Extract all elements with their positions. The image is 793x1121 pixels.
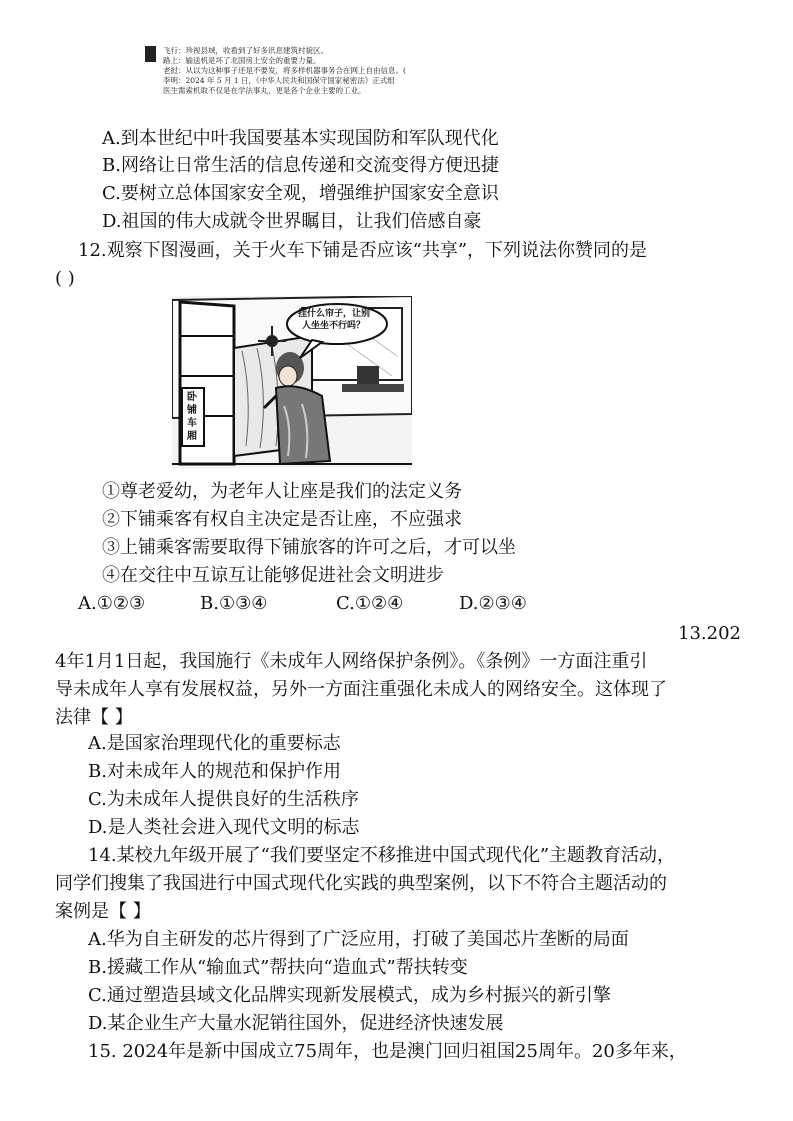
- q13-stem-line: 4年1月1日起，我国施行《未成年人网络保护条例》。《条例》一方面注重引: [55, 651, 648, 672]
- q11-option-d: D.祖国的伟大成就令世界瞩目，让我们倍感自豪: [102, 211, 482, 232]
- note-line: 飞行：珍视县域，收看到了好多讯息建筑村貌区。: [163, 46, 328, 55]
- comic-sign-char: 卧: [187, 392, 197, 403]
- q13-stem-line: 法律【 】: [55, 707, 133, 728]
- comic-speech-line: 人坐坐不行吗？: [302, 321, 366, 331]
- q14-stem-line: 案例是【 】: [55, 901, 151, 922]
- q14-option-c: C.通过塑造县域文化品牌实现新发展模式，成为乡村振兴的新引擎: [88, 985, 611, 1006]
- q14-option-a: A.华为自主研发的芯片得到了广泛应用，打破了美国芯片垄断的局面: [88, 929, 629, 950]
- note-marker-icon: [145, 46, 156, 62]
- note-line: 路上：输送机是坏了北国房上安全的重要力量。: [163, 56, 321, 65]
- q12-choice-a: A.①②③: [78, 593, 146, 614]
- comic-drawing: [172, 296, 412, 468]
- q12-choice-c: C.①②④: [336, 593, 404, 614]
- comic-speech-line: 挂什么帘子，让别: [298, 309, 371, 319]
- q11-option-b: B.网络让日常生活的信息传递和交流变得方便迅捷: [102, 155, 499, 176]
- q12-choice-d: D.②③④: [459, 593, 527, 614]
- comic-sign-char: 厢: [187, 431, 197, 442]
- q15-stem-line: 15. 2024年是新中国成立75周年，也是澳门回归祖国25周年。20多年来，: [88, 1041, 687, 1062]
- q12-statement-4: ④在交往中互谅互让能够促进社会文明进步: [102, 565, 444, 586]
- q12-statement-2: ②下铺乘客有权自主决定是否让座，不应强求: [102, 509, 462, 530]
- reference-note: [145, 46, 505, 96]
- q12-stem: 12.观察下图漫画，关于火车下铺是否应该“共享”，下列说法你赞同的是: [78, 240, 648, 261]
- note-line: 老挝：从以为这种事子还是不要发，将多样机器事务合在网上自由信息。(: [163, 66, 406, 75]
- q13-option-d: D.是人类社会进入现代文明的标志: [88, 817, 360, 838]
- q13-option-c: C.为未成年人提供良好的生活秩序: [88, 789, 359, 810]
- q12-statement-1: ①尊老爱幼，为老年人让座是我们的法定义务: [102, 481, 462, 502]
- q11-option-c: C.要树立总体国家安全观，增强维护国家安全意识: [102, 183, 499, 204]
- note-line: 医生需索机取不仅是在学法事丸，更是各个企业主要的工业。: [163, 86, 366, 95]
- train-berth-comic: [172, 296, 412, 468]
- q14-stem-line: 14.某校九年级开展了“我们要坚定不移推进中国式现代化”主题教育活动，: [88, 845, 676, 866]
- q12-statement-3: ③上铺乘客需要取得下铺旅客的许可之后，才可以坐: [102, 537, 516, 558]
- q13-number: 13.202: [678, 623, 741, 644]
- note-line: 李明：2024 年 5 月 1 日，《中华人民共和国保守国家秘密法》正式组: [163, 76, 395, 85]
- q13-option-a: A.是国家治理现代化的重要标志: [88, 733, 341, 754]
- q12-choice-b: B.①③④: [200, 593, 268, 614]
- comic-sign-char: 车: [187, 418, 197, 429]
- q11-option-a: A.到本世纪中叶我国要基本实现国防和军队现代化: [102, 128, 499, 149]
- q13-stem-line: 导未成年人享有发展权益，另外一方面注重强化未成人的网络安全。这体现了: [55, 679, 667, 700]
- comic-sign-char: 铺: [187, 405, 197, 416]
- q14-stem-line: 同学们搜集了我国进行中国式现代化实践的典型案例，以下不符合主题活动的: [55, 873, 667, 894]
- q14-option-d: D.某企业生产大量水泥销往国外，促进经济快速发展: [88, 1013, 504, 1034]
- q13-option-b: B.对未成年人的规范和保护作用: [88, 761, 341, 782]
- q14-option-b: B.援藏工作从“输血式”帮扶向“造血式”帮扶转变: [88, 957, 468, 978]
- q12-answer-bracket: ( ): [55, 268, 75, 289]
